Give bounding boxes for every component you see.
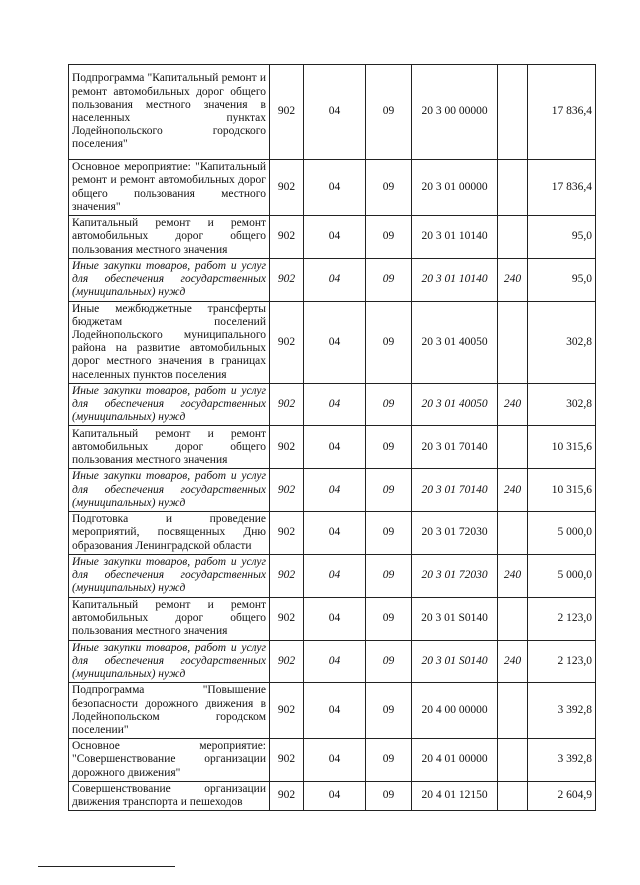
target-article: 20 3 01 00000 bbox=[412, 160, 498, 216]
budget-table bbox=[68, 64, 596, 811]
target-article: 20 4 01 12150 bbox=[412, 781, 498, 810]
row-name: Иные закупки товаров, работ и услуг для обеспечения государственных (муниципальных) нужд bbox=[69, 469, 270, 512]
section-code: 04 bbox=[304, 160, 366, 216]
target-article: 20 3 01 70140 bbox=[412, 426, 498, 469]
table-row bbox=[69, 383, 596, 426]
expense-type bbox=[498, 216, 528, 259]
subsection-code: 09 bbox=[366, 683, 412, 739]
section-code: 04 bbox=[304, 426, 366, 469]
subsection-code: 09 bbox=[366, 739, 412, 782]
expense-type bbox=[498, 512, 528, 555]
section-code: 04 bbox=[304, 512, 366, 555]
expense-type bbox=[498, 683, 528, 739]
section-code: 04 bbox=[304, 555, 366, 598]
expense-type bbox=[498, 739, 528, 782]
table-row bbox=[69, 426, 596, 469]
row-name: Подпрограмма "Капитальный ремонт и ремонт автомобильных дорог общего пользования местного значения в населенных пунктах Лодейнопольского городского поселения" bbox=[69, 65, 270, 160]
expense-type: 240 bbox=[498, 555, 528, 598]
table-row bbox=[69, 160, 596, 216]
subsection-code: 09 bbox=[366, 469, 412, 512]
amount: 302,8 bbox=[528, 383, 596, 426]
amount: 5 000,0 bbox=[528, 512, 596, 555]
target-article: 20 3 01 70140 bbox=[412, 469, 498, 512]
expense-type bbox=[498, 160, 528, 216]
target-article: 20 3 01 10140 bbox=[412, 259, 498, 302]
table-body bbox=[69, 65, 596, 811]
row-name: Подпрограмма "Повышение безопасности дорожного движения в Лодейнопольском городском поселении" bbox=[69, 683, 270, 739]
section-code: 04 bbox=[304, 683, 366, 739]
section-code: 04 bbox=[304, 216, 366, 259]
amount: 10 315,6 bbox=[528, 426, 596, 469]
amount: 95,0 bbox=[528, 259, 596, 302]
admin-code: 902 bbox=[270, 781, 304, 810]
subsection-code: 09 bbox=[366, 301, 412, 383]
admin-code: 902 bbox=[270, 683, 304, 739]
table-row bbox=[69, 683, 596, 739]
target-article: 20 4 00 00000 bbox=[412, 683, 498, 739]
subsection-code: 09 bbox=[366, 781, 412, 810]
admin-code: 902 bbox=[270, 597, 304, 640]
admin-code: 902 bbox=[270, 160, 304, 216]
admin-code: 902 bbox=[270, 65, 304, 160]
row-name: Капитальный ремонт и ремонт автомобильных дорог общего пользования местного значения bbox=[69, 426, 270, 469]
subsection-code: 09 bbox=[366, 426, 412, 469]
section-code: 04 bbox=[304, 469, 366, 512]
expense-type: 240 bbox=[498, 469, 528, 512]
section-code: 04 bbox=[304, 739, 366, 782]
expense-type bbox=[498, 597, 528, 640]
target-article: 20 3 01 72030 bbox=[412, 555, 498, 598]
amount: 3 392,8 bbox=[528, 739, 596, 782]
expense-type bbox=[498, 301, 528, 383]
row-name: Основное мероприятие: "Совершенствование организации дорожного движения" bbox=[69, 739, 270, 782]
amount: 2 123,0 bbox=[528, 597, 596, 640]
table-row bbox=[69, 512, 596, 555]
section-code: 04 bbox=[304, 301, 366, 383]
table-row bbox=[69, 640, 596, 683]
expense-type: 240 bbox=[498, 383, 528, 426]
subsection-code: 09 bbox=[366, 216, 412, 259]
subsection-code: 09 bbox=[366, 65, 412, 160]
table-row bbox=[69, 301, 596, 383]
admin-code: 902 bbox=[270, 640, 304, 683]
row-name: Иные закупки товаров, работ и услуг для обеспечения государственных (муниципальных) нужд bbox=[69, 383, 270, 426]
subsection-code: 09 bbox=[366, 259, 412, 302]
section-code: 04 bbox=[304, 259, 366, 302]
subsection-code: 09 bbox=[366, 640, 412, 683]
row-name: Иные межбюджетные трансферты бюджетам поселений Лодейнопольского муниципального района на развитие автомобильных дорог местного значения в границах населенных пунктов поселения bbox=[69, 301, 270, 383]
target-article: 20 3 01 40050 bbox=[412, 383, 498, 426]
table-row bbox=[69, 739, 596, 782]
amount: 2 123,0 bbox=[528, 640, 596, 683]
admin-code: 902 bbox=[270, 383, 304, 426]
row-name: Капитальный ремонт и ремонт автомобильных дорог общего пользования местного значения bbox=[69, 216, 270, 259]
table-row bbox=[69, 781, 596, 810]
amount: 302,8 bbox=[528, 301, 596, 383]
row-name: Основное мероприятие: "Капитальный ремонт и ремонт автомобильных дорог общего пользования местного значения" bbox=[69, 160, 270, 216]
admin-code: 902 bbox=[270, 469, 304, 512]
section-code: 04 bbox=[304, 640, 366, 683]
target-article: 20 4 01 00000 bbox=[412, 739, 498, 782]
target-article: 20 3 00 00000 bbox=[412, 65, 498, 160]
subsection-code: 09 bbox=[366, 512, 412, 555]
table-row bbox=[69, 555, 596, 598]
subsection-code: 09 bbox=[366, 160, 412, 216]
target-article: 20 3 01 40050 bbox=[412, 301, 498, 383]
section-code: 04 bbox=[304, 383, 366, 426]
table-row bbox=[69, 216, 596, 259]
amount: 2 604,9 bbox=[528, 781, 596, 810]
section-code: 04 bbox=[304, 65, 366, 160]
amount: 3 392,8 bbox=[528, 683, 596, 739]
amount: 17 836,4 bbox=[528, 160, 596, 216]
target-article: 20 3 01 S0140 bbox=[412, 640, 498, 683]
table-row bbox=[69, 469, 596, 512]
target-article: 20 3 01 10140 bbox=[412, 216, 498, 259]
amount: 17 836,4 bbox=[528, 65, 596, 160]
table-row bbox=[69, 65, 596, 160]
expense-type: 240 bbox=[498, 259, 528, 302]
row-name: Иные закупки товаров, работ и услуг для обеспечения государственных (муниципальных) нужд bbox=[69, 555, 270, 598]
row-name: Капитальный ремонт и ремонт автомобильных дорог общего пользования местного значения bbox=[69, 597, 270, 640]
subsection-code: 09 bbox=[366, 597, 412, 640]
admin-code: 902 bbox=[270, 259, 304, 302]
amount: 95,0 bbox=[528, 216, 596, 259]
admin-code: 902 bbox=[270, 301, 304, 383]
admin-code: 902 bbox=[270, 216, 304, 259]
amount: 5 000,0 bbox=[528, 555, 596, 598]
row-name: Иные закупки товаров, работ и услуг для обеспечения государственных (муниципальных) нужд bbox=[69, 640, 270, 683]
footnote-separator bbox=[38, 866, 175, 867]
amount: 10 315,6 bbox=[528, 469, 596, 512]
row-name: Совершенствование организации движения транспорта и пешеходов bbox=[69, 781, 270, 810]
target-article: 20 3 01 S0140 bbox=[412, 597, 498, 640]
expense-type bbox=[498, 781, 528, 810]
admin-code: 902 bbox=[270, 426, 304, 469]
section-code: 04 bbox=[304, 597, 366, 640]
expense-type bbox=[498, 426, 528, 469]
row-name: Иные закупки товаров, работ и услуг для обеспечения государственных (муниципальных) нужд bbox=[69, 259, 270, 302]
admin-code: 902 bbox=[270, 512, 304, 555]
section-code: 04 bbox=[304, 781, 366, 810]
target-article: 20 3 01 72030 bbox=[412, 512, 498, 555]
table-row bbox=[69, 259, 596, 302]
row-name: Подготовка и проведение мероприятий, посвященных Дню образования Ленинградской области bbox=[69, 512, 270, 555]
subsection-code: 09 bbox=[366, 383, 412, 426]
table-row bbox=[69, 597, 596, 640]
admin-code: 902 bbox=[270, 739, 304, 782]
admin-code: 902 bbox=[270, 555, 304, 598]
subsection-code: 09 bbox=[366, 555, 412, 598]
expense-type: 240 bbox=[498, 640, 528, 683]
expense-type bbox=[498, 65, 528, 160]
